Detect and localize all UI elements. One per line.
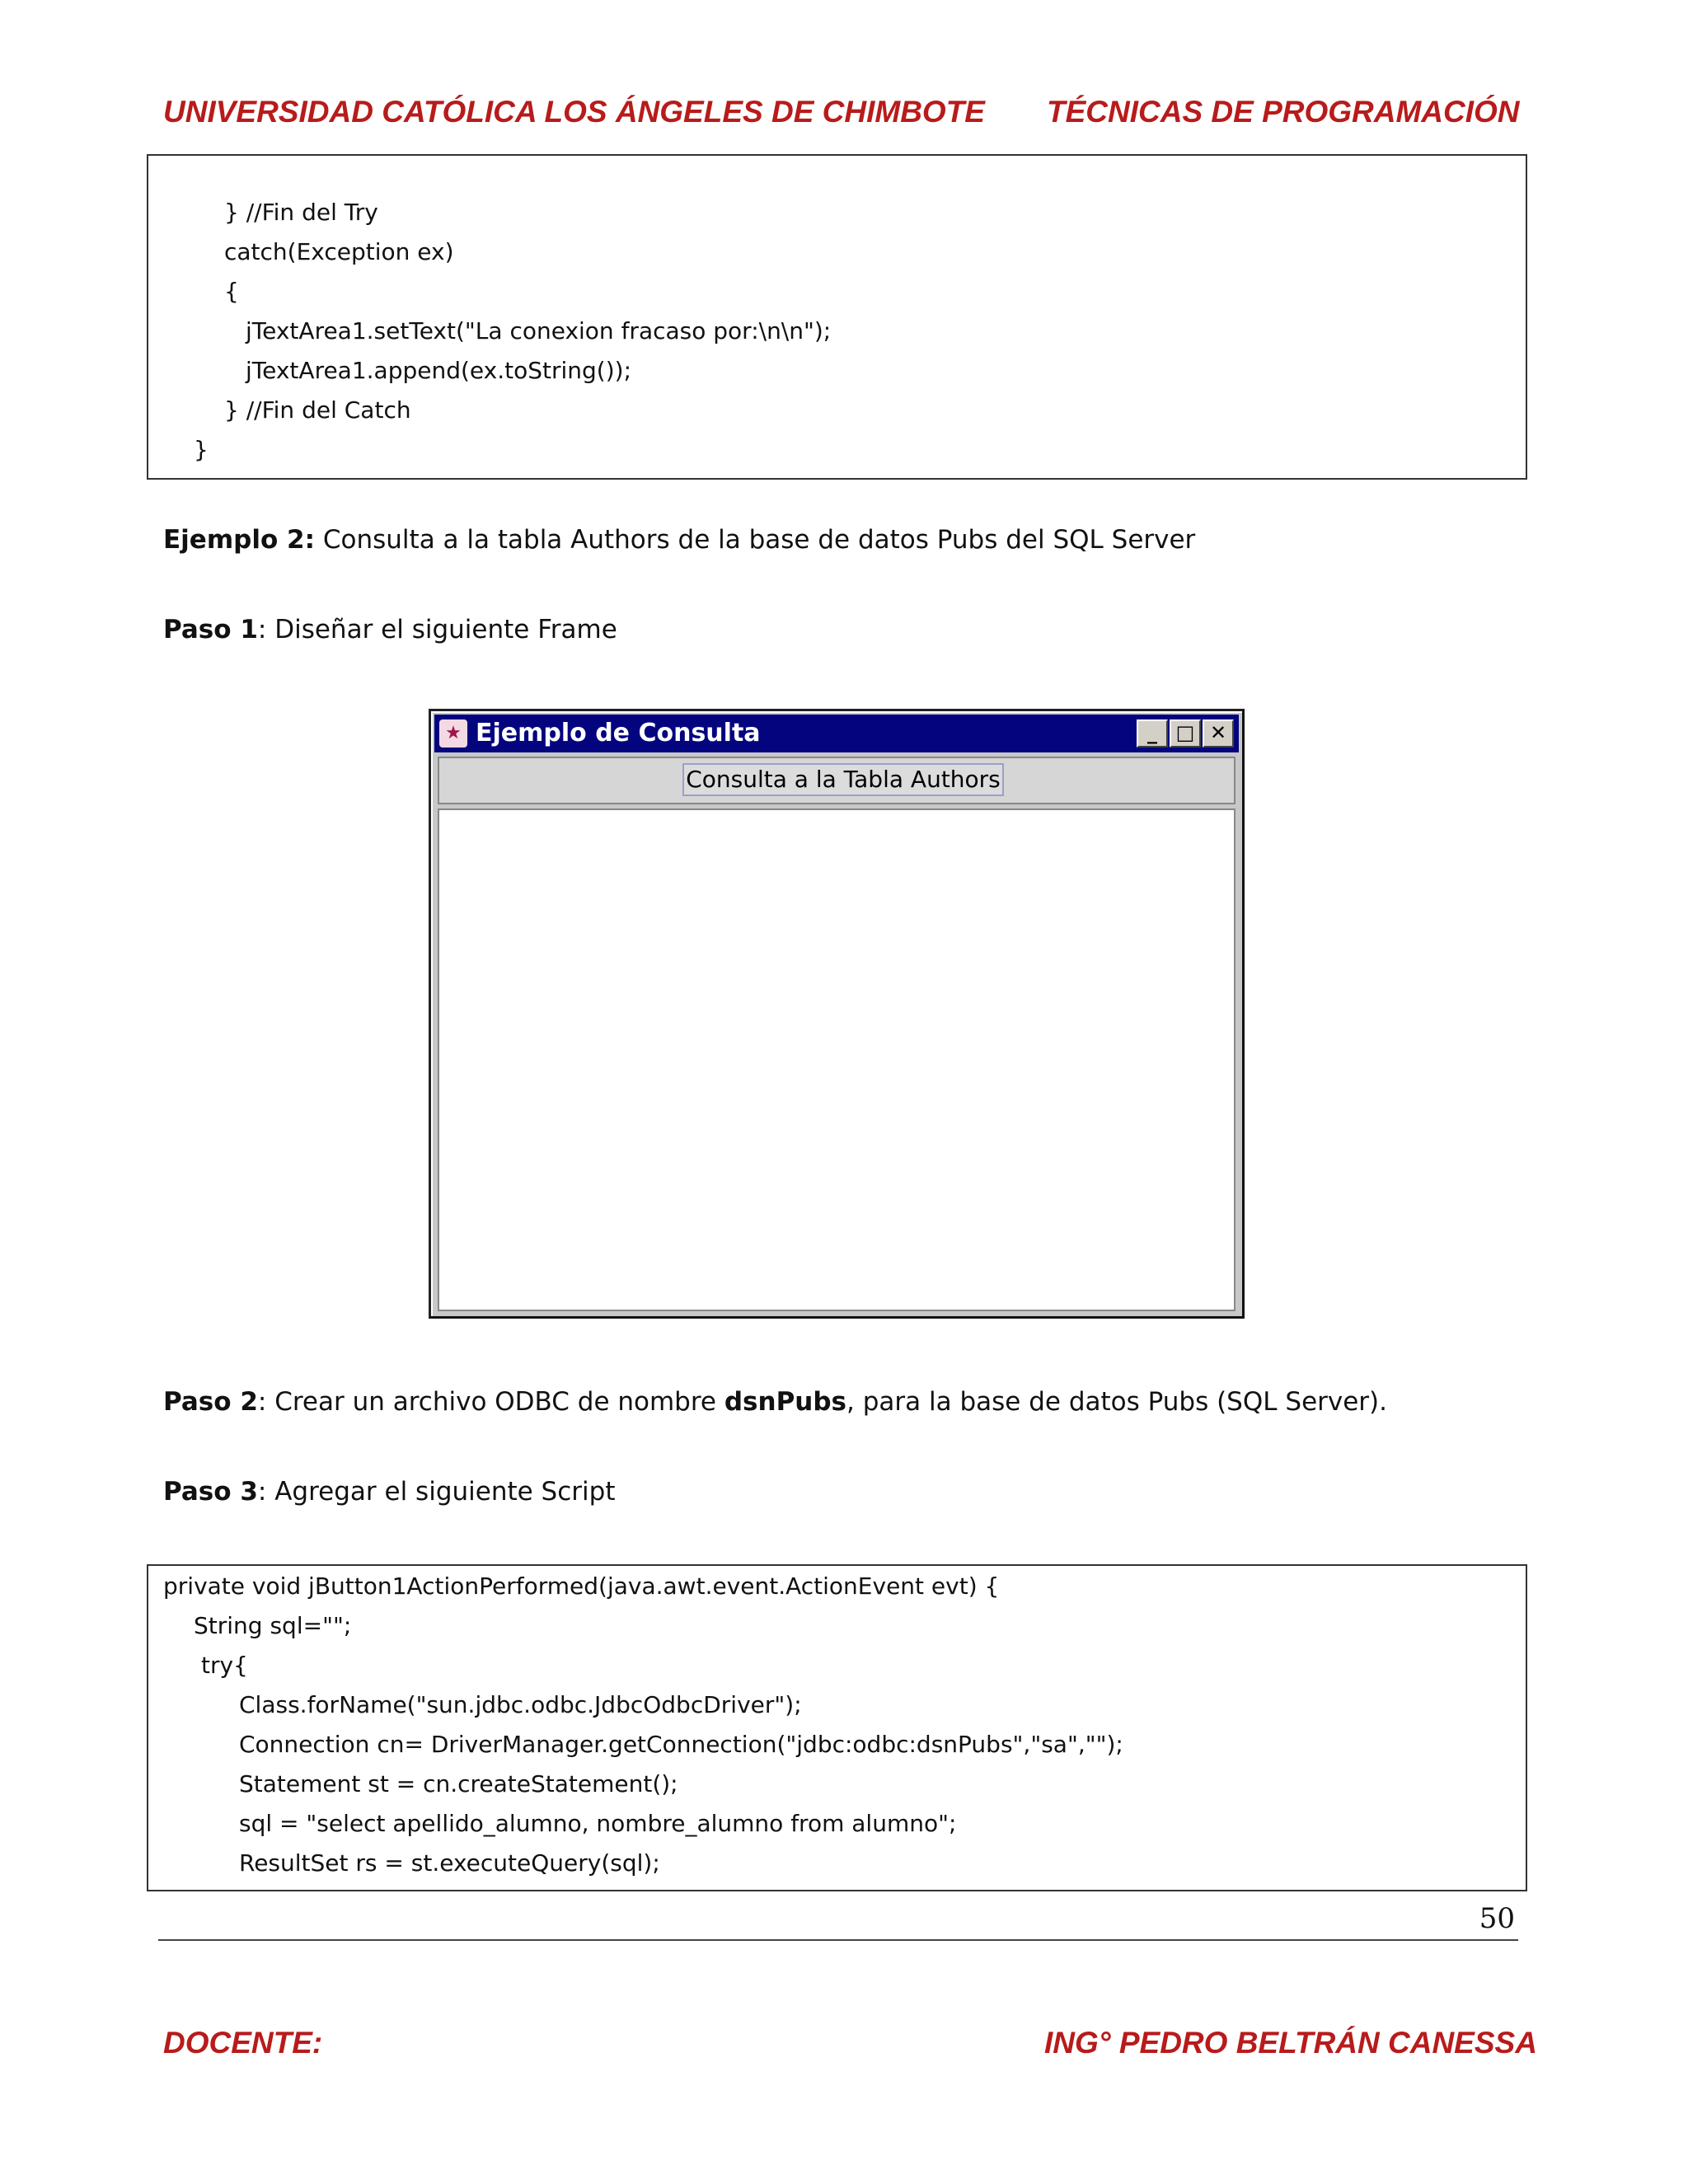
step-1-label: Paso 1 [163,615,258,644]
code-block-2 [147,1564,1527,1891]
step-2-dsn-name: dsnPubs [724,1387,847,1417]
example-2-text: Consulta a la tabla Authors de la base de datos Pubs del SQL Server [315,525,1196,555]
step-3-text: : Agregar el siguiente Script [257,1477,616,1507]
code-line: Class.forName("sun.jdbc.odbc.JdbcOdbcDriver"); [239,1691,802,1718]
page-number: 50 [1479,1902,1515,1935]
code-line: } //Fin del Catch [224,396,411,424]
close-button[interactable]: ✕ [1203,719,1234,748]
footer-divider [158,1939,1518,1941]
code-line: try{ [201,1652,248,1679]
code-line: Statement st = cn.createStatement(); [239,1770,678,1797]
code-line: Connection cn= DriverManager.getConnection("jdbc:odbc:dsnPubs","sa",""); [239,1731,1123,1758]
step-2-text-before: : Crear un archivo ODBC de nombre [257,1387,724,1417]
code-line: sql = "select apellido_alumno, nombre_alumno from alumno"; [239,1810,957,1837]
step-1-text: : Diseñar el siguiente Frame [257,615,617,644]
step-1-paragraph [163,615,617,644]
step-2-label: Paso 2 [163,1387,258,1417]
java-frame-window [429,709,1245,1319]
code-line: jTextArea1.setText("La conexion fracaso por:\n\n"); [246,317,832,344]
footer-teacher-name: ING° PEDRO BELTRÁN CANESSA [1044,2026,1537,2060]
minimize-button[interactable]: _ [1137,719,1168,748]
maximize-button[interactable]: □ [1170,719,1201,748]
code-line: } //Fin del Try [224,199,378,226]
code-block-1 [147,154,1527,480]
java-app-icon: ★ [439,719,467,748]
frame-toolbar-panel [438,757,1236,804]
code-line: ResultSet rs = st.executeQuery(sql); [239,1849,660,1877]
code-line: catch(Exception ex) [224,238,454,265]
example-2-paragraph [163,525,1195,555]
frame-titlebar[interactable] [434,715,1239,752]
step-2-paragraph [163,1387,1387,1417]
code-line: private void jButton1ActionPerformed(java.awt.event.ActionEvent evt) { [163,1572,1000,1600]
example-2-label: Ejemplo 2: [163,525,316,555]
header-course: TÉCNICAS DE PROGRAMACIÓN [1047,95,1520,129]
header-university: UNIVERSIDAD CATÓLICA LOS ÁNGELES DE CHIMBOTE [163,95,985,129]
code-line: { [224,278,239,305]
step-3-paragraph [163,1477,615,1507]
step-2-text-after: , para la base de datos Pubs (SQL Server). [846,1387,1387,1417]
step-3-label: Paso 3 [163,1477,258,1507]
code-line: } [194,436,209,463]
code-line: jTextArea1.append(ex.toString()); [246,357,632,384]
result-text-area[interactable] [438,808,1236,1311]
code-line: String sql=""; [194,1612,352,1639]
footer-teacher-label: DOCENTE: [163,2026,323,2060]
frame-title: Ejemplo de Consulta [476,719,761,748]
query-authors-button[interactable]: Consulta a la Tabla Authors [682,763,1004,796]
